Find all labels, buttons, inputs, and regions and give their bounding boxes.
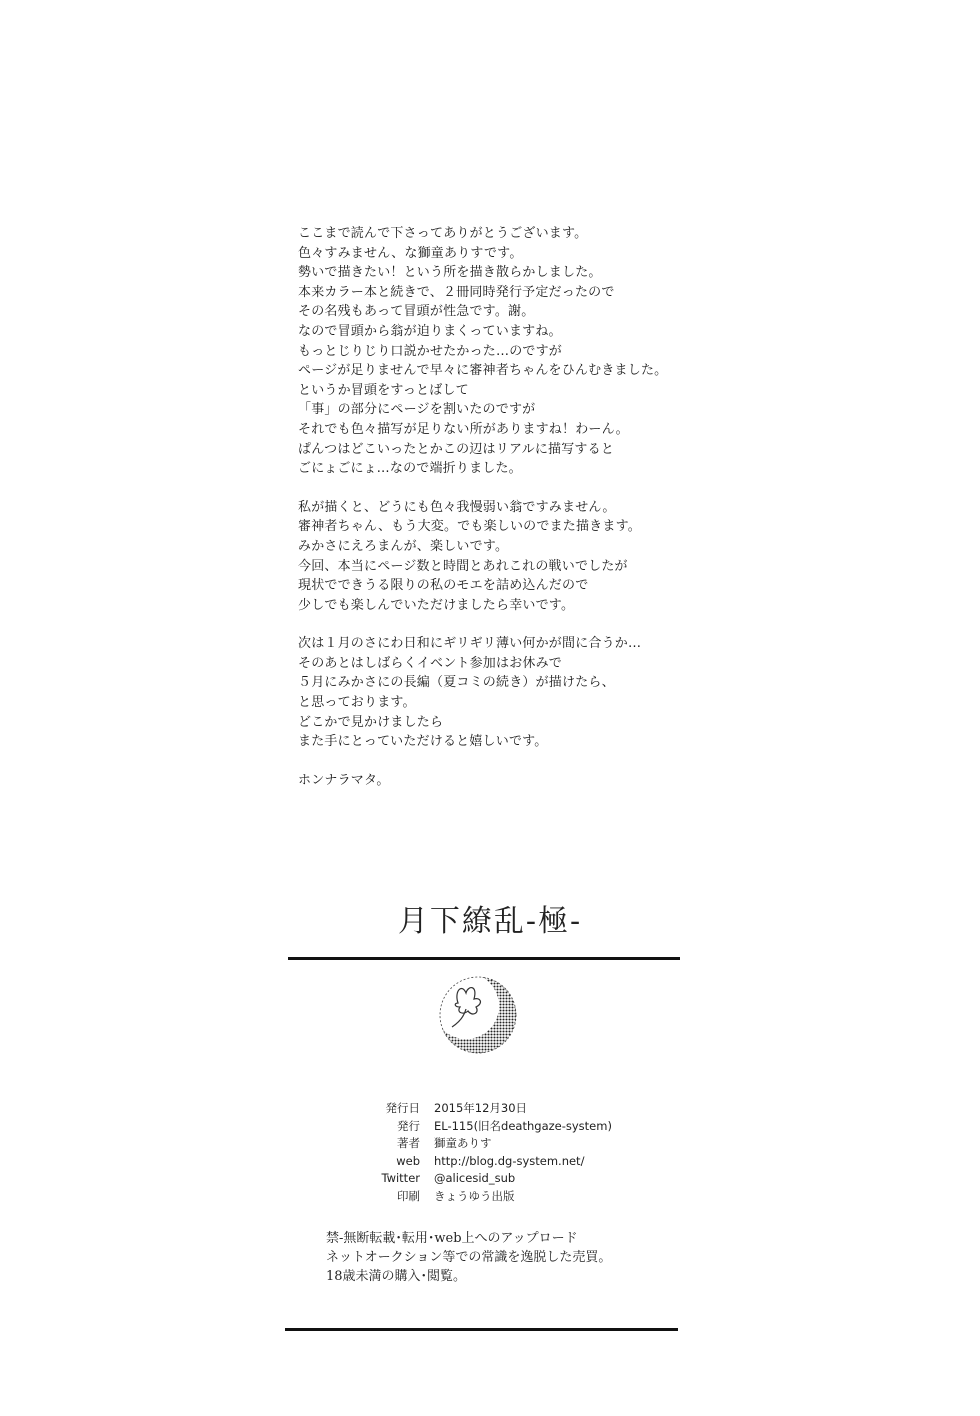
colophon-row: [300, 1188, 612, 1206]
afterword-line: みかさにえろまんが、楽しいです。: [298, 538, 509, 554]
afterword-line: と思っております。: [298, 695, 416, 711]
paragraph-gap: [298, 615, 718, 634]
afterword-line: 私が描くと、どうにも色々我慢弱い翁ですみません。: [298, 499, 616, 515]
afterword-text: [298, 224, 718, 790]
afterword-line: そのあとはしばらくイベント参加はお休みで: [298, 655, 563, 671]
afterword-line: また手にとっていただけると嬉しいです。: [298, 734, 548, 750]
afterword-line: ここまで読んで下さってありがとうございます。: [298, 226, 588, 241]
notice-line: 18歳未満の購入･閲覧。: [326, 1269, 467, 1284]
title-rule-top: [288, 957, 680, 960]
afterword-line: 現状でできうる限りの私のモエを詰め込んだので: [298, 578, 589, 594]
afterword-line: 審神者ちゃん、もう大変。でも楽しいのでまた描きます。: [298, 519, 641, 535]
colophon-row: [300, 1135, 612, 1153]
colophon-value: 2015年12月30日: [434, 1101, 528, 1115]
afterword-line: その名残もあって冒頭が性急です。謝。: [298, 304, 535, 320]
colophon-key: 印刷: [397, 1188, 420, 1203]
afterword-line: どこかで見かけましたら: [298, 714, 444, 730]
colophon-row: [300, 1153, 612, 1171]
colophon-value: EL-115(旧名deathgaze-system): [434, 1118, 612, 1133]
afterword-line: ごにょごにょ…なので端折りました。: [298, 461, 522, 477]
crescent-moon-bird-icon: [436, 973, 520, 1057]
afterword-line: 「事」の部分にページを割いたのですが: [298, 402, 536, 418]
afterword-line: 色々すみません、な獅童ありすです。: [298, 245, 523, 261]
afterword-line: 次は１月のさにわ日和にギリギリ薄い何かが間に合うか…: [298, 636, 642, 652]
colophon-key: Twitter: [381, 1171, 420, 1185]
colophon-value: 獅童ありす: [434, 1136, 492, 1150]
colophon-value: @alicesid_sub: [434, 1171, 516, 1185]
colophon-key: 著者: [397, 1136, 420, 1150]
reproduction-notice: [326, 1229, 611, 1286]
notice-line: 禁-無断転載･転用･web上へのアップロード: [326, 1231, 578, 1246]
paragraph-gap: [298, 479, 718, 498]
bottom-rule: [285, 1328, 678, 1331]
colophon-row: [300, 1118, 612, 1136]
afterword-line: なので冒頭から翁が迫りまくっていますね。: [298, 323, 562, 339]
colophon-row: [300, 1100, 612, 1118]
afterword-line: ５月にみかさにの長編（夏コミの続き）が描けたら、: [298, 675, 615, 691]
afterword-line: もっとじりじり口説かせたかった…のですが: [298, 343, 563, 359]
colophon-key: 発行: [397, 1118, 420, 1133]
colophon-key: web: [396, 1153, 420, 1168]
paragraph-gap: [298, 752, 718, 771]
notice-line: ネットオークション等での常識を逸脱した売買。: [326, 1250, 612, 1265]
afterword-line: それでも色々描写が足りない所がありますね！わーん。: [298, 421, 629, 437]
afterword-line: 今回、本当にページ数と時間とあれこれの戦いでしたが: [298, 558, 628, 574]
afterword-line: ページが足りませんで早々に審神者ちゃんをひんむきました。: [298, 363, 668, 379]
colophon-value: きょうゆう出版: [434, 1188, 515, 1203]
afterword-line: ぱんつはどこいったとかこの辺はリアルに描写すると: [298, 441, 615, 457]
colophon-value: http://blog.dg-system.net/: [434, 1153, 585, 1168]
afterword-line: というか冒頭をすっとばして: [298, 382, 469, 398]
colophon-key: 発行日: [385, 1101, 420, 1115]
colophon: [300, 1100, 612, 1205]
afterword-line: 少しでも楽しんでいただけましたら幸いです。: [298, 597, 575, 613]
afterword-line: 勢いで描きたい！という所を描き散らかしました。: [298, 265, 602, 281]
afterword-line: ホンナラマタ。: [298, 772, 390, 788]
colophon-row: [300, 1170, 612, 1188]
book-title: 月下繚乱-極-: [397, 904, 583, 939]
afterword-line: 本来カラー本と続きで、２冊同時発行予定だったので: [298, 284, 615, 300]
